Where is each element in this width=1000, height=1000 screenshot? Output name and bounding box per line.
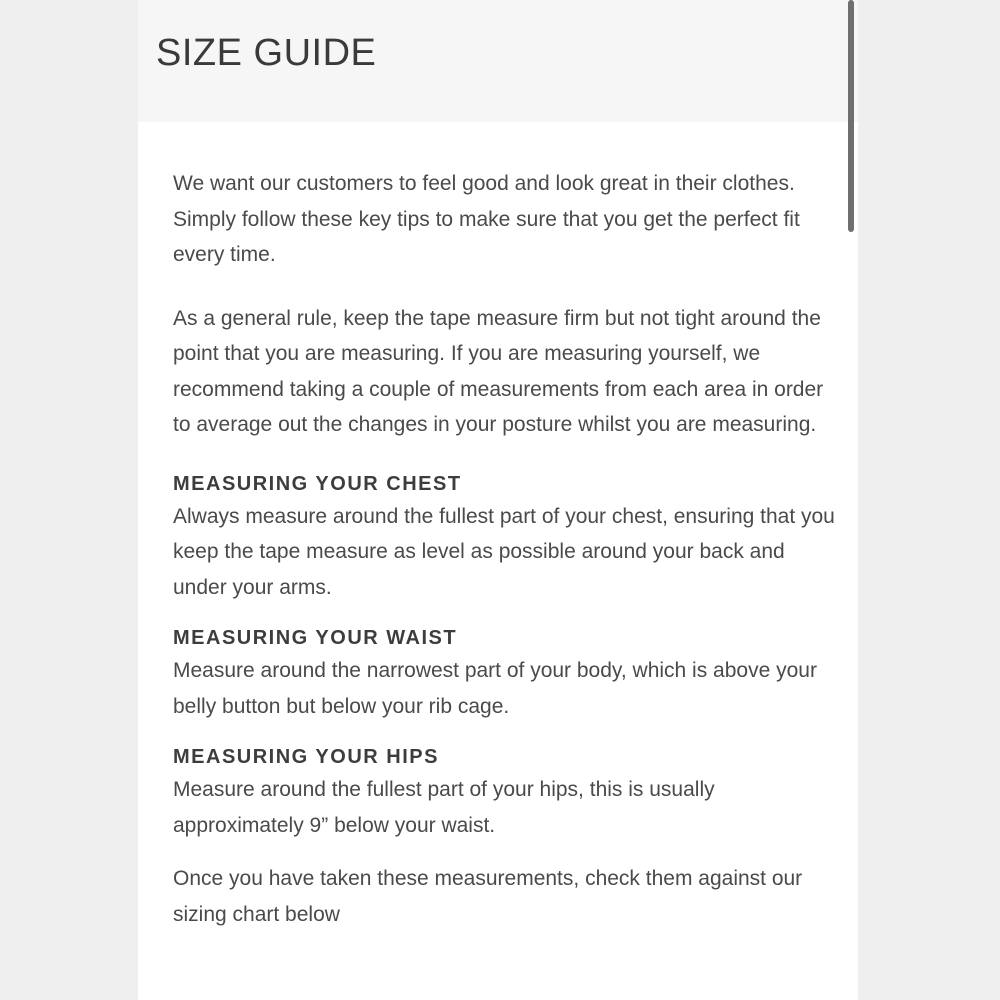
- chest-instructions: Always measure around the fullest part of your chest, ensuring that you keep the tape measure as level as possible around your back and under your arms.: [173, 504, 835, 599]
- waist-section: [173, 623, 838, 724]
- chest-section: [173, 469, 838, 606]
- hips-section: [173, 742, 838, 843]
- chest-heading: MEASURING YOUR CHEST: [173, 472, 462, 495]
- intro-paragraph: We want our customers to feel good and look great in their clothes. Simply follow these key tips to make sure that you get the perfect fit every time.: [173, 172, 800, 266]
- waist-instructions: Measure around the narrowest part of your body, which is above your belly button but below your rib cage.: [173, 659, 817, 718]
- hips-instructions: Measure around the fullest part of your hips, this is usually approximately 9” below your waist.: [173, 778, 715, 837]
- closing-paragraph: Once you have taken these measurements, check them against our sizing chart below: [173, 867, 803, 926]
- hips-heading: MEASURING YOUR HIPS: [173, 746, 439, 768]
- size-guide-panel: [138, 0, 858, 1000]
- size-guide-header: [138, 0, 858, 122]
- general-rule-paragraph: As a general rule, keep the tape measure firm but not tight around the point that you are measuring. If you are measuring yourself, we recommend taking a couple of measurements from each area in order to average out the changes in your posture whilst you are measuring.: [173, 306, 824, 436]
- scrollbar-thumb[interactable]: [848, 0, 854, 232]
- waist-heading: MEASURING YOUR WAIST: [173, 627, 458, 649]
- page-title: SIZE GUIDE: [156, 32, 377, 74]
- size-guide-content: [173, 166, 838, 932]
